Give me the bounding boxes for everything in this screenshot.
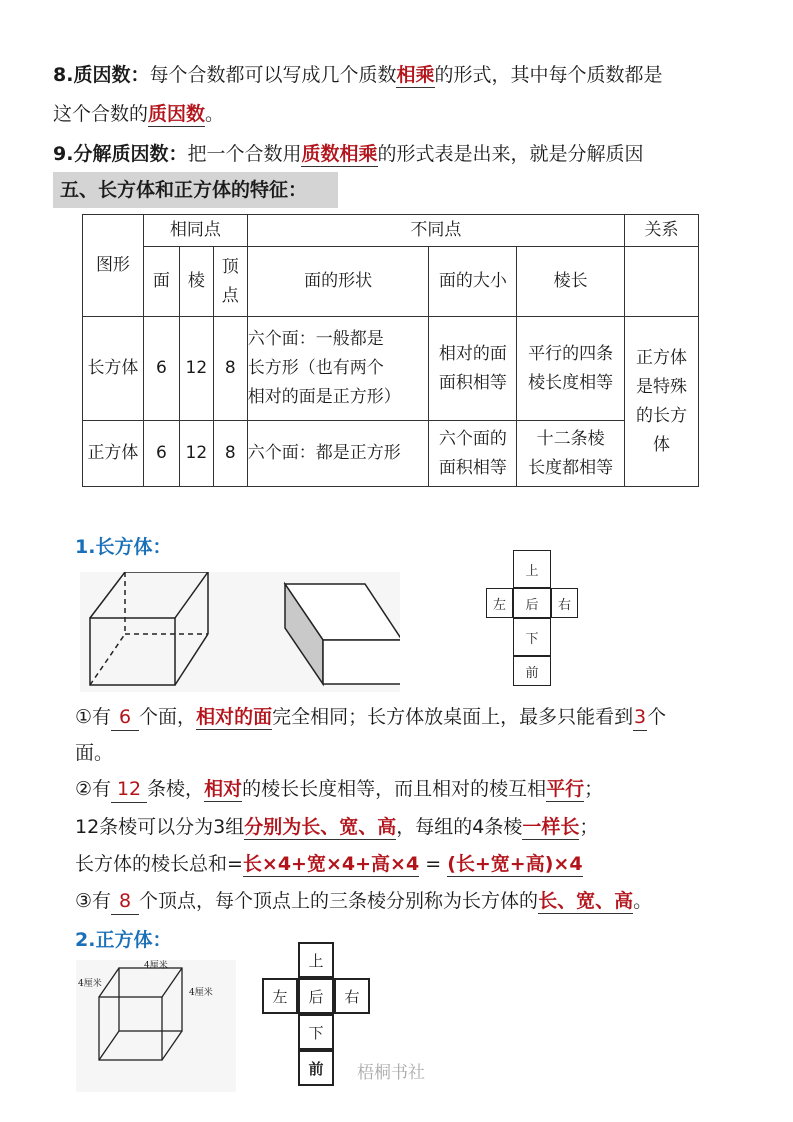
text: 这个合数的 [53, 103, 149, 125]
cuboid-point-3 [75, 888, 652, 915]
answer-blank: 12 [111, 776, 147, 803]
text: 正方体 [636, 347, 688, 368]
text: 个顶点，每个顶点上的三条棱分别称为长方体的 [139, 890, 539, 912]
keyword: 长、宽、高 [538, 890, 634, 912]
net-face-bottom: 下 [513, 618, 551, 656]
text: ； [579, 816, 599, 838]
text: ，每组的4条棱 [396, 816, 523, 838]
text: 相对的面是正方形） [247, 387, 401, 407]
cuboid-edge-sum-formula [75, 851, 583, 877]
text: 个面， [139, 706, 197, 728]
subheader-face-size: 面的大小 [429, 247, 517, 317]
relation-empty [625, 247, 699, 317]
edge-length [517, 421, 625, 487]
text: 是特殊 [636, 376, 688, 397]
text: 长方体的棱长总和= [75, 853, 243, 875]
answer-blank: 3 [633, 704, 647, 731]
subheader-vertex [213, 247, 247, 317]
net-face-front: 前 [513, 656, 551, 686]
net-face-right: 右 [334, 978, 370, 1014]
text: 长方形（也有两个 [247, 358, 384, 378]
header-relation: 关系 [625, 215, 699, 247]
net-face-left: 左 [262, 978, 298, 1014]
keyword: 相对 [204, 778, 243, 800]
cuboid-title: 1.长方体： [75, 536, 172, 558]
subheader-edge: 棱 [179, 247, 213, 317]
keyword: 分别为长、宽、高 [244, 816, 397, 838]
relation [625, 317, 699, 487]
header-same: 相同点 [143, 215, 247, 247]
text: 十二条棱 [536, 428, 605, 449]
text: 顶 [221, 256, 239, 277]
keyword: 质因数 [148, 103, 206, 125]
subheader-face-shape: 面的形状 [247, 247, 429, 317]
net-face-top: 上 [298, 942, 334, 978]
colon: ： [168, 143, 188, 165]
answer-blank: 6 [111, 704, 139, 731]
text: 面积相等 [438, 372, 507, 393]
cuboid-point-1-line-2: 面。 [75, 742, 114, 764]
shape-name: 正方体 [83, 421, 144, 487]
text: 相对的面 [438, 343, 507, 364]
formula: (长+宽+高)×4 [447, 853, 583, 875]
definition-8-line-1 [53, 62, 663, 88]
text: 六个面的 [438, 428, 507, 449]
edge-length [517, 317, 625, 421]
cuboid-point-1-line-1 [75, 704, 666, 731]
formula: 长×4+宽×4+高×4 [242, 853, 420, 875]
text: 体 [653, 434, 671, 455]
face-shape [247, 317, 429, 421]
edges: 12 [179, 421, 213, 487]
face-shape: 六个面：都是正方形 [247, 421, 429, 487]
keyword: 相对的面 [196, 706, 273, 728]
dim-label-top: 4厘米 [144, 961, 168, 971]
text: 六个面：一般都是 [247, 329, 384, 349]
text: ②有 [75, 778, 112, 800]
header-shape: 图形 [83, 215, 144, 317]
text: 每个合数都可以写成几个质数 [149, 64, 397, 86]
text: 长度都相等 [528, 457, 614, 478]
cuboid-wireframe-figure [80, 572, 400, 692]
face-size [429, 317, 517, 421]
text: 棱长度相等 [528, 372, 614, 393]
table-row [83, 421, 699, 487]
text: 把一个合数用 [187, 143, 302, 165]
text: 的长方 [636, 405, 688, 426]
text: ③有 [75, 890, 112, 912]
keyword: 一样长 [522, 816, 580, 838]
keyword: 相乘 [396, 64, 435, 86]
colon: ： [130, 64, 150, 86]
text: 的棱长长度相等，而且相对的棱互相 [242, 778, 547, 800]
cuboid-point-2 [75, 776, 603, 803]
net-face-front: 前 [298, 1050, 334, 1086]
text: 。 [205, 103, 225, 125]
header-diff: 不同点 [247, 215, 624, 247]
text: 个 [647, 706, 667, 728]
dim-label-left: 4厘米 [78, 979, 102, 989]
section-heading: 五、长方体和正方体的特征： [60, 179, 308, 201]
edges: 12 [179, 317, 213, 421]
faces: 6 [143, 317, 179, 421]
watermark: 梧桐书社 [357, 1063, 425, 1083]
text: 条棱， [147, 778, 205, 800]
cube-title: 2.正方体： [75, 929, 172, 951]
net-face-right: 右 [551, 588, 578, 618]
text: = [419, 853, 448, 875]
keyword: 质数相乘 [301, 143, 378, 165]
term: 9.分解质因数 [53, 143, 169, 165]
net-face-back: 后 [513, 588, 551, 618]
term: 8.质因数 [53, 64, 131, 86]
text: ； [584, 778, 604, 800]
cube-wireframe-figure [76, 960, 236, 1092]
net-face-back: 后 [298, 978, 334, 1014]
text: 的形式，其中每个质数都是 [434, 64, 663, 86]
net-face-bottom: 下 [298, 1014, 334, 1050]
text: 的形式表是出来，就是分解质因 [377, 143, 644, 165]
text: 点 [221, 285, 239, 306]
net-face-left: 左 [486, 588, 513, 618]
subheader-face: 面 [143, 247, 179, 317]
cuboid-net-diagram [483, 550, 583, 690]
table-row [83, 317, 699, 421]
text: 完全相同；长方体放桌面上，最多只能看到 [272, 706, 634, 728]
answer-blank: 8 [111, 888, 139, 915]
definition-8-line-2 [53, 101, 224, 127]
text: 平行的四条 [528, 343, 614, 364]
faces: 6 [143, 421, 179, 487]
text: 12条棱可以分为3组 [75, 816, 245, 838]
subheader-edge-length: 棱长 [517, 247, 625, 317]
cuboid-point-2-groups [75, 814, 598, 840]
face-size [429, 421, 517, 487]
dim-label-right: 4厘米 [189, 988, 213, 998]
vertices: 8 [213, 421, 247, 487]
text: ①有 [75, 706, 112, 728]
text: 。 [633, 890, 653, 912]
text: 面积相等 [438, 457, 507, 478]
shape-name: 长方体 [83, 317, 144, 421]
vertices: 8 [213, 317, 247, 421]
keyword: 平行 [546, 778, 585, 800]
features-table [82, 214, 699, 487]
definition-9 [53, 141, 644, 167]
net-face-top: 上 [513, 550, 551, 588]
